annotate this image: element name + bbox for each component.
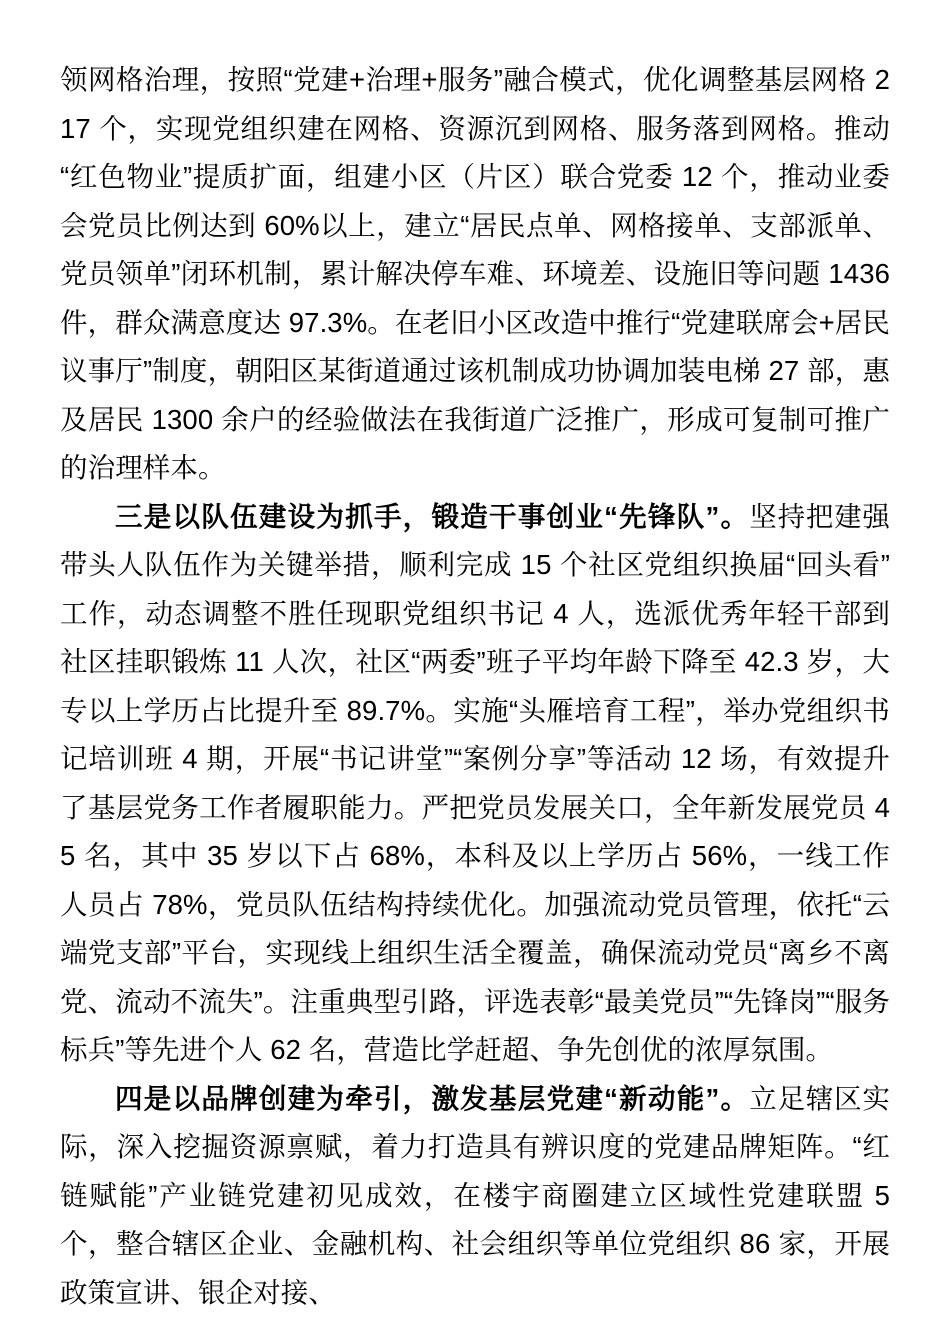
paragraph-lead-heading: 四是以品牌创建为牵引，激发基层党建“新动能”。 — [115, 1082, 750, 1114]
paragraph-brand-building — [60, 1075, 890, 1318]
paragraph-grid-governance — [60, 56, 890, 493]
paragraph-text: 立足辖区实际，深入挖掘资源禀赋，着力打造具有辨识度的党建品牌矩阵。“红链赋能”产业链党建初见成效，在楼宇商圈建立区域性党建联盟 5 个，整合辖区企业、金融机构、社会组织等单位党组织 86 家，开展政策宣讲、银企对接、 — [60, 1082, 890, 1308]
paragraph-team-building — [60, 493, 890, 1075]
document-text-body — [60, 56, 890, 1317]
paragraph-text: 坚持把建强带头人队伍作为关键举措，顺利完成 15 个社区党组织换届“回头看”工作，动态调整不胜任现职党组织书记 4 人，选派优秀年轻干部到社区挂职锻炼 11 人次，社区“两委”班子平均年龄下降至 42.3 岁，大专以上学历占比提升至 89.7%。实施“头雁培育工程”，举办党组织书记培训班 4 期，开展“书记讲堂”“案例分享”等活动 12 场，有效提升了基层党务工作者履职能力。严把党员发展关口，全年新发展党员 45 名，其中 35 岁以下占 68%，本科及以上学历占 56%，一线工作人员占 78%，党员队伍结构持续优化。加强流动党员管理，依托“云端党支部”平台，实现线上组织生活全覆盖，确保流动党员“离乡不离党、流动不流失”。注重典型引路，评选表彰“最美党员”“先锋岗”“服务标兵”等先进个人 62 名，营造比学赶超、争先创优的浓厚氛围。 — [60, 500, 890, 1065]
paragraph-lead-heading: 三是以队伍建设为抓手，锻造干事创业“先锋队”。 — [115, 500, 750, 532]
paragraph-text: 领网格治理，按照“党建+治理+服务”融合模式，优化调整基层网格 217 个，实现党组织建在网格、资源沉到网格、服务落到网格。推动“红色物业”提质扩面，组建小区（片区）联合党委 12 个，推动业委会党员比例达到 60%以上，建立“居民点单、网格接单、支部派单、党员领单”闭环机制，累计解决停车难、环境差、设施旧等问题 1436 件，群众满意度达 97.3%。在老旧小区改造中推行“党建联席会+居民议事厅”制度，朝阳区某街道通过该机制成功协调加装电梯 27 部，惠及居民 1300 余户的经验做法在我街道广泛推广，形成可复制可推广的治理样本。 — [60, 64, 890, 483]
